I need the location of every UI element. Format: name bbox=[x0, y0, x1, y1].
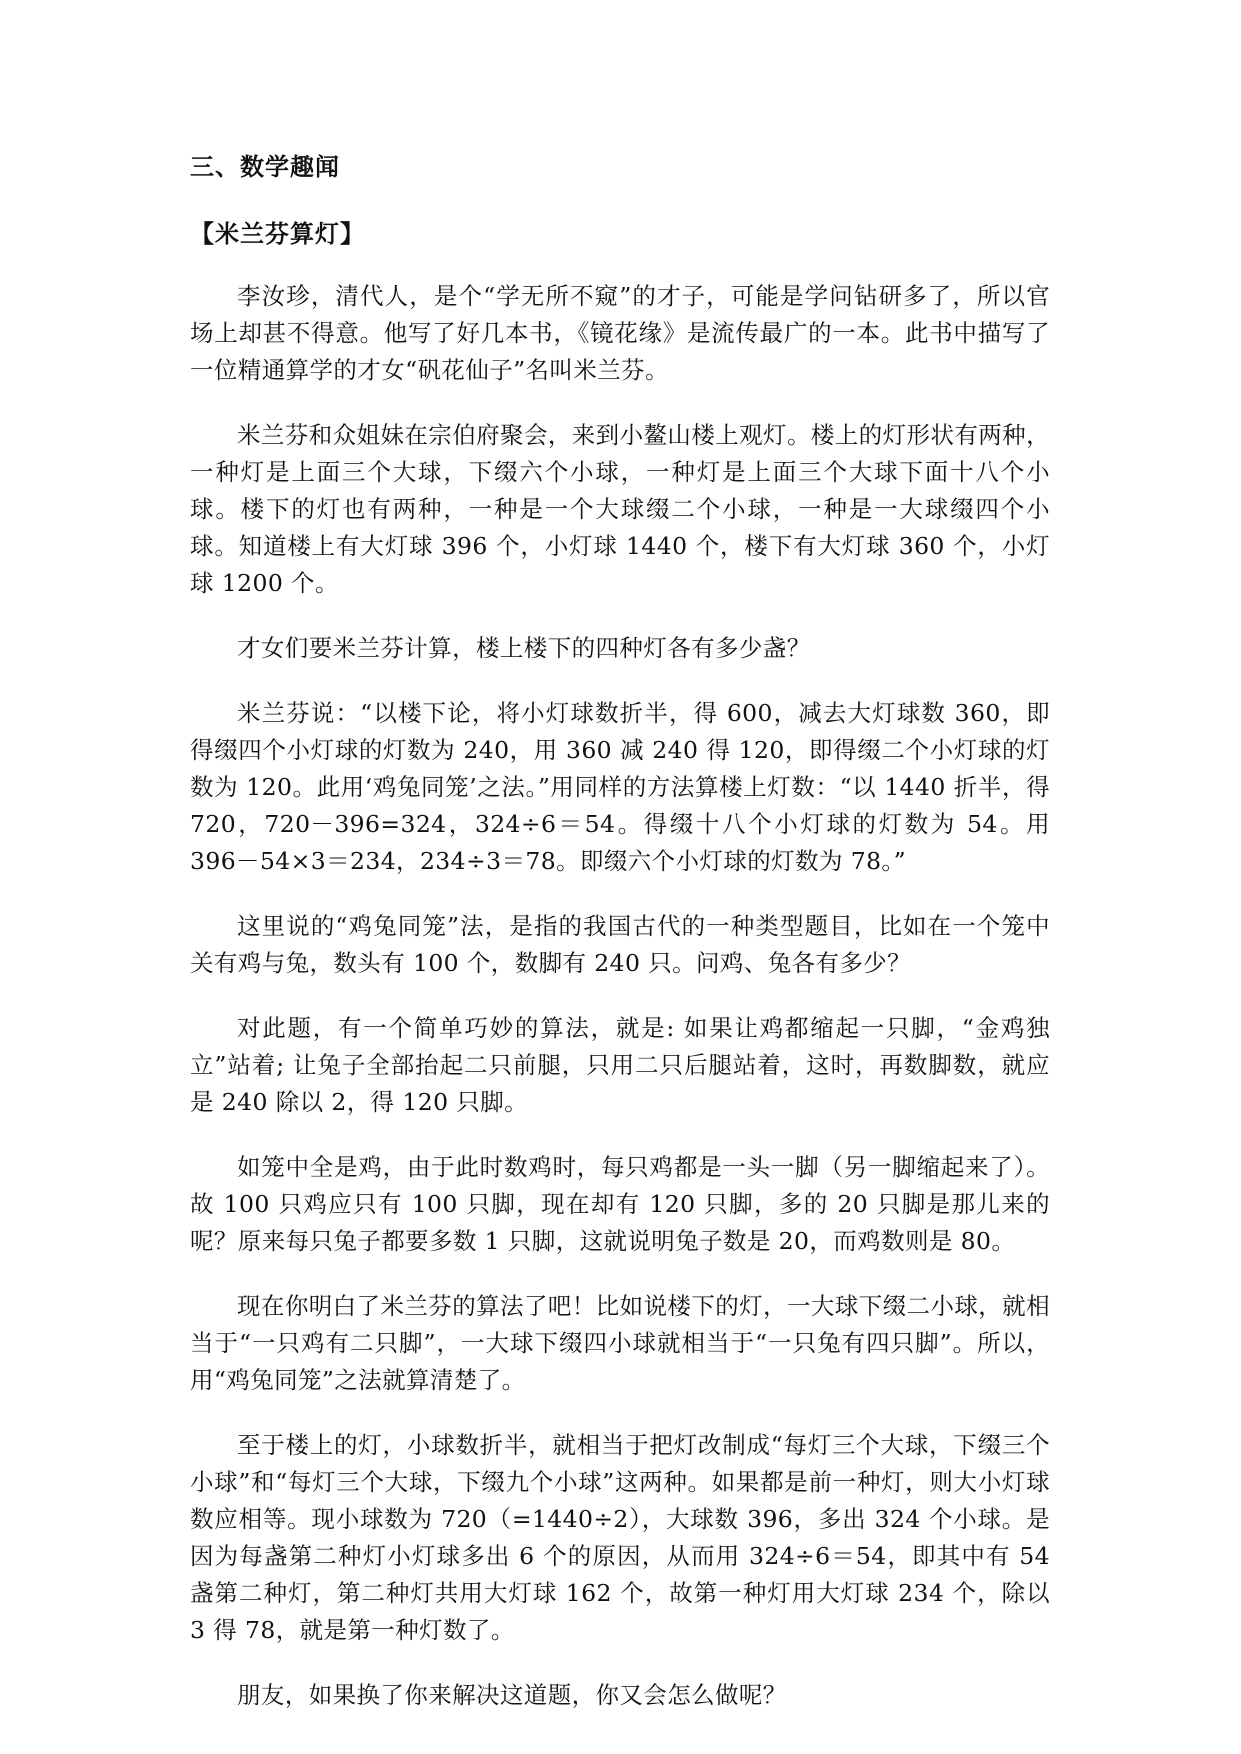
paragraph-clever-method: 对此题，有一个简单巧妙的算法，就是: 如果让鸡都缩起一只脚，“金鸡独立”站着; 让兔子全部抬起二只前腿，只用二只后腿站着，这时，再数脚数，就应是 240 除以 2，得 120 只脚。 bbox=[190, 1014, 1050, 1116]
paragraph-closing-question: 朋友，如果换了你来解决这道题，你又会怎么做呢？ bbox=[237, 1681, 787, 1709]
section-heading: 三、数学趣闻 bbox=[190, 153, 340, 181]
story-title: 【米兰芬算灯】 bbox=[190, 220, 365, 248]
paragraph-all-chickens: 如笼中全是鸡，由于此时数鸡时，每只鸡都是一头一脚（另一脚缩起来了）。故 100 只鸡应只有 100 只脚，现在却有 120 只脚，多的 20 只脚是那儿来的呢？原来每只兔子都要多数 1 只脚，这就说明兔子数是 20，而鸡数则是 80。 bbox=[190, 1153, 1050, 1255]
paragraph-chicken-rabbit-intro: 这里说的“鸡兔同笼”法，是指的我国古代的一种类型题目，比如在一个笼中关有鸡与兔，数头有 100 个，数脚有 240 只。问鸡、兔各有多少？ bbox=[190, 912, 1050, 977]
paragraph-question: 才女们要米兰芬计算，楼上楼下的四种灯各有多少盏？ bbox=[237, 634, 811, 662]
paragraph-downstairs-explanation: 现在你明白了米兰芬的算法了吧！比如说楼下的灯，一大球下缀二小球，就相当于“一只鸡有二只脚”，一大球下缀四小球就相当于“一只兔有四只脚”。所以，用“鸡兔同笼”之法就算清楚了。 bbox=[190, 1292, 1050, 1394]
paragraph-intro: 李汝珍，清代人，是个“学无所不窥”的才子，可能是学问钻研多了，所以官场上却甚不得意。他写了好几本书，《镜花缘》是流传最广的一本。此书中描写了一位精通算学的才女“矾花仙子”名叫米兰芬。 bbox=[190, 282, 1050, 384]
paragraph-upstairs-explanation: 至于楼上的灯，小球数折半，就相当于把灯改制成“每灯三个大球，下缀三个小球”和“每灯三个大球，下缀九个小球”这两种。如果都是前一种灯，则大小灯球数应相等。现小球数为 720（=1440÷2），大球数 396，多出 324 个小球。是因为每盏第二种灯小灯球多出 6 个的原因，从而用 324÷6＝54，即其中有 54 盏第二种灯，第二种灯共用大灯球 162 个，故第一种灯用大灯球 234 个，除以 3 得 78，就是第一种灯数了。 bbox=[190, 1431, 1050, 1644]
paragraph-milanfen-solution: 米兰芬说：“以楼下论，将小灯球数折半，得 600，减去大灯球数 360，即得缀四个小灯球的灯数为 240，用 360 减 240 得 120，即得缀二个小灯球的灯数为 120。此用‘鸡兔同笼’之法。”用同样的方法算楼上灯数：“以 1440 折半，得 720，720－396=324，324÷6＝54。得缀十八个小灯球的灯数为 54。用 396－54×3＝234，234÷3＝78。即缀六个小灯球的灯数为 78。” bbox=[190, 699, 1050, 875]
paragraph-lantern-problem: 米兰芬和众姐妹在宗伯府聚会，来到小鳌山楼上观灯。楼上的灯形状有两种，一种灯是上面三个大球，下缀六个小球，一种灯是上面三个大球下面十八个小球。楼下的灯也有两种，一种是一个大球缀二个小球，一种是一大球缀四个小球。知道楼上有大灯球 396 个，小灯球 1440 个，楼下有大灯球 360 个，小灯球 1200 个。 bbox=[190, 421, 1050, 597]
document-body bbox=[190, 150, 1050, 1742]
